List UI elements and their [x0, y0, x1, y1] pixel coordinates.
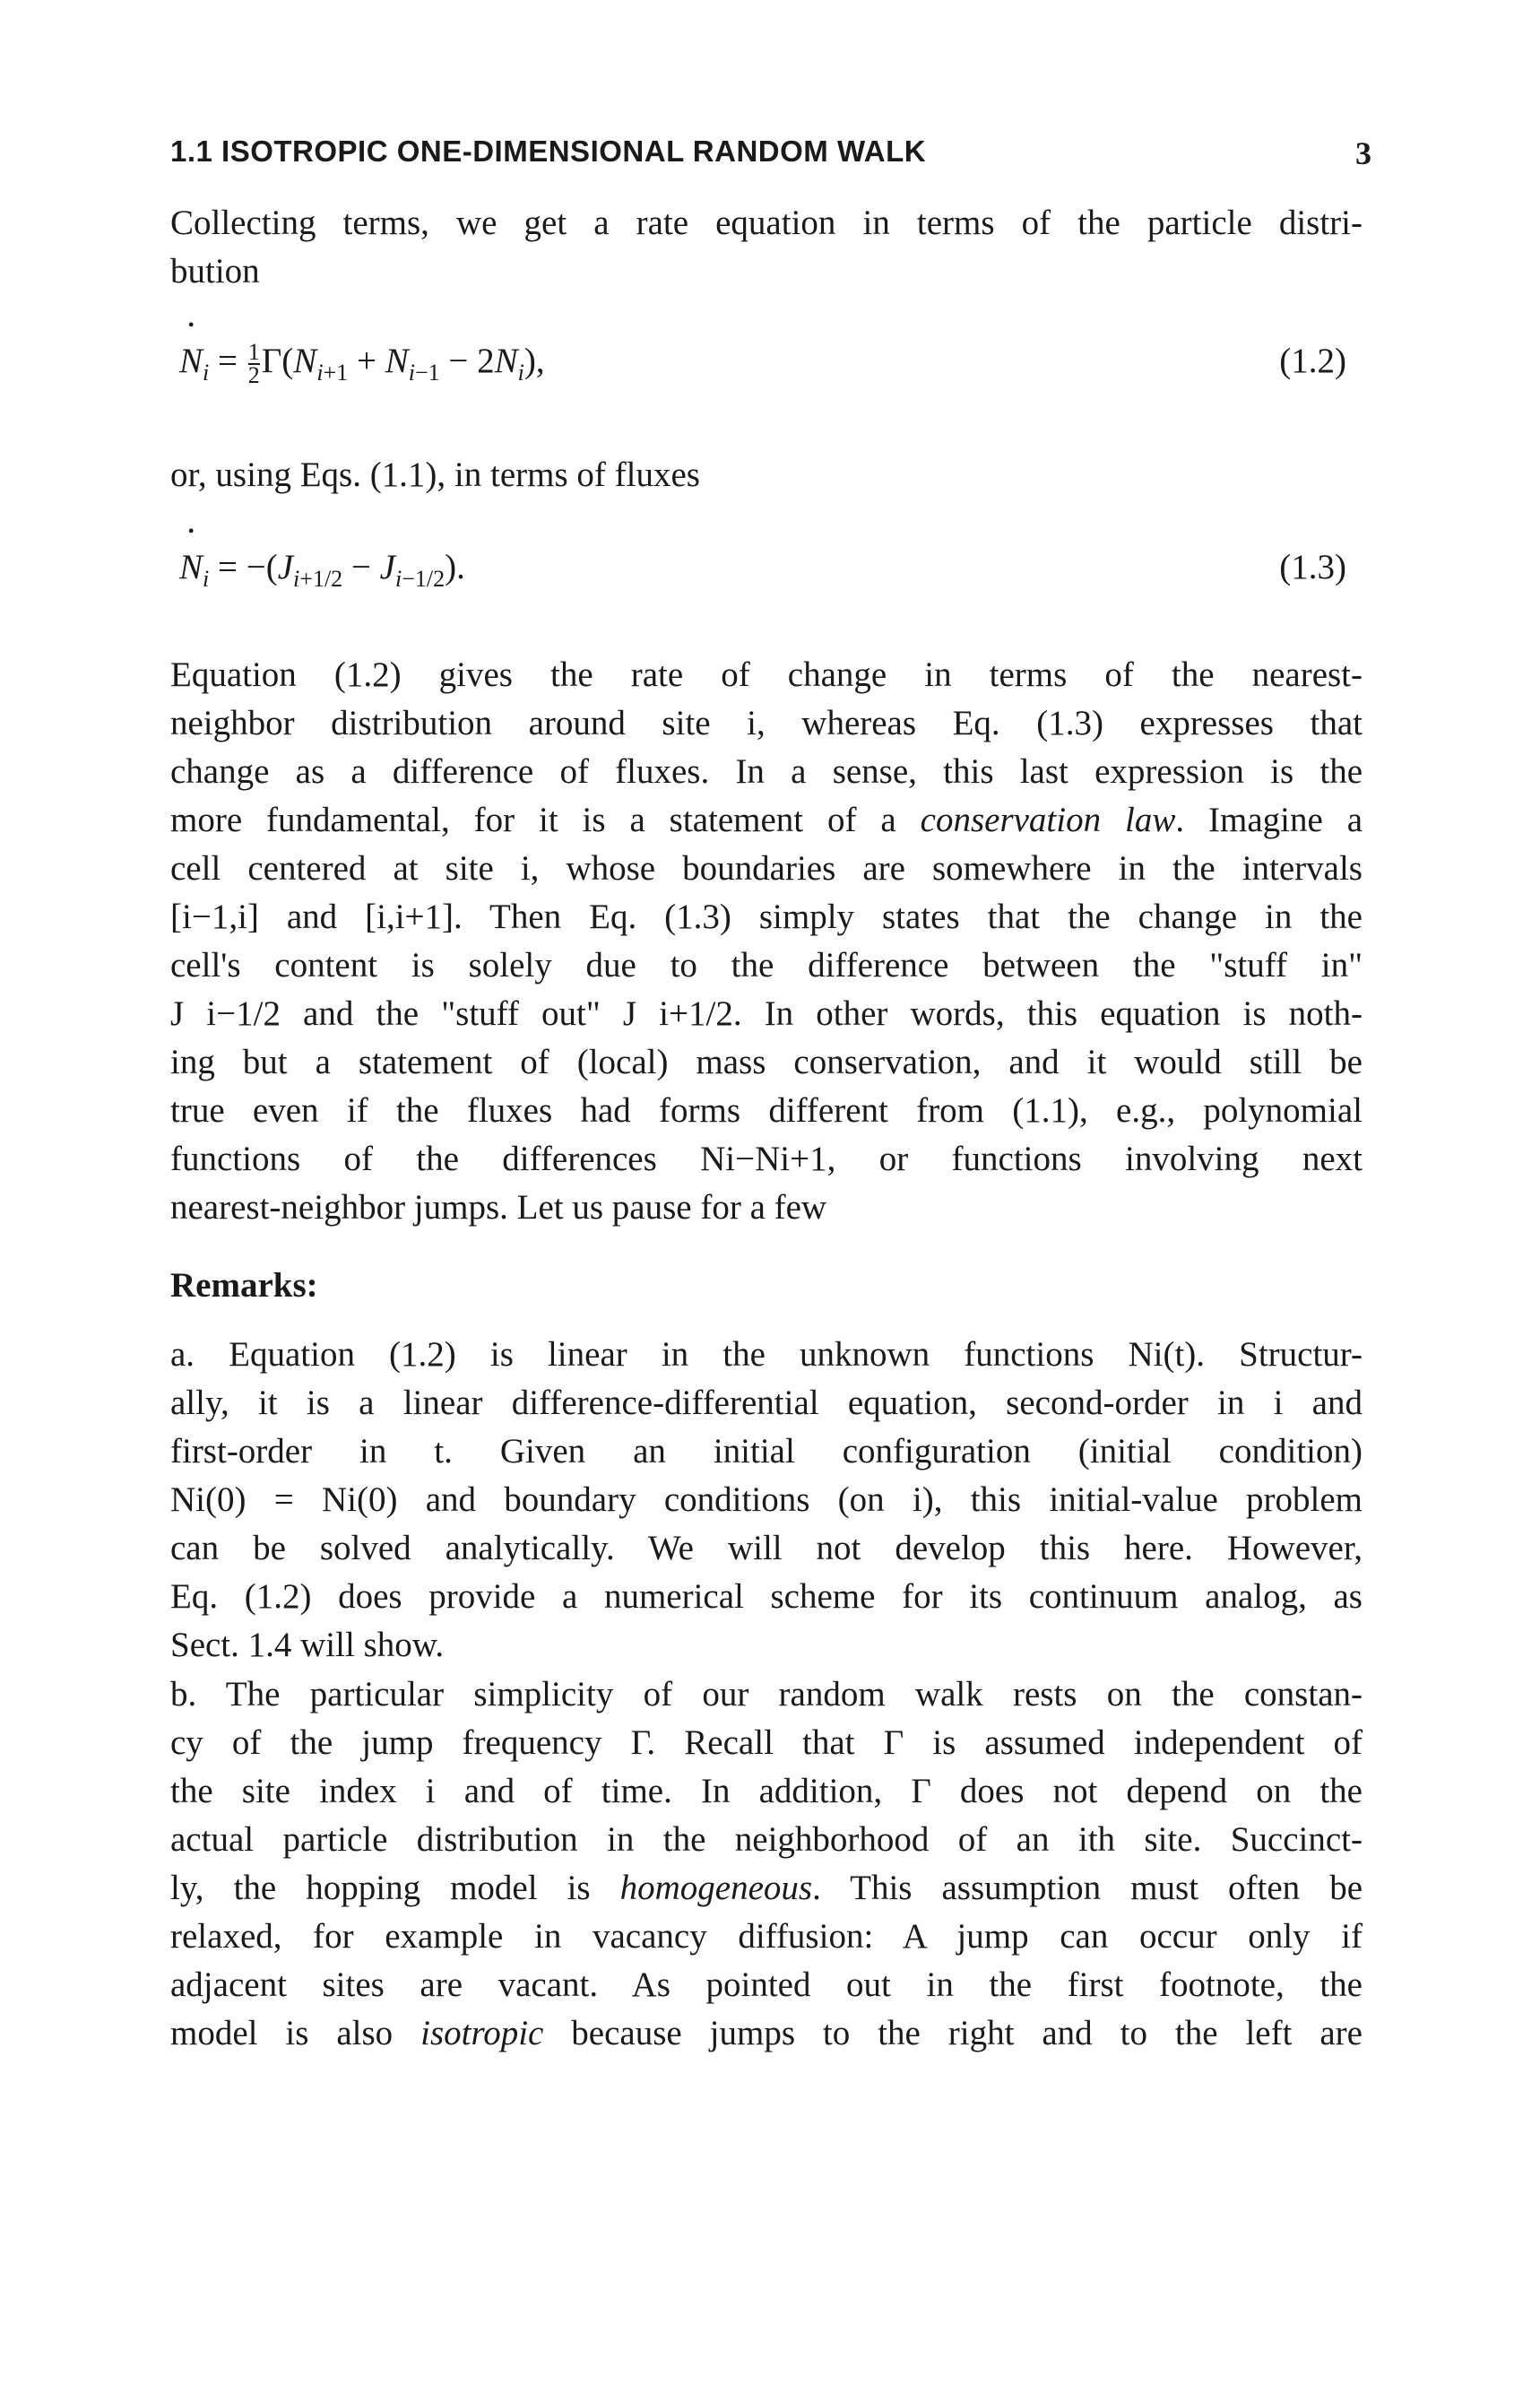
- text-line: neighbor distribution around site i, whereas Eq. (1.3) expresses that: [170, 704, 1363, 742]
- equation-1-3-body: • $N_i = -(J_{i+1/2} - J_{i-1/2})$.: [179, 547, 465, 593]
- text-line: Collecting terms, we get a rate equation in terms of the particle distri-: [170, 204, 1363, 242]
- emphasis: conservation law: [920, 801, 1176, 839]
- text-line: or, using Eqs. (1.1), in terms of fluxes: [170, 456, 700, 494]
- text-line: adjacent sites are vacant. As pointed out in the first footnote, the: [170, 1965, 1363, 2004]
- remarks-heading: Remarks:: [170, 1266, 318, 1305]
- text-line: the site index i and of time. In addition, Γ does not depend on the: [170, 1772, 1363, 1810]
- equation-number: (1.2): [1279, 342, 1346, 380]
- text-line: ing but a statement of (local) mass conservation, and it would still be: [170, 1043, 1363, 1081]
- remark-b: [170, 1670, 1363, 2058]
- text-line: model is also isotropic because jumps to the right and to the left are: [170, 2014, 1363, 2052]
- text-line: J i−1/2 and the "stuff out" J i+1/2. In other words, this equation is noth-: [170, 994, 1363, 1033]
- text-line: true even if the fluxes had forms different from (1.1), e.g., polynomial: [170, 1091, 1363, 1130]
- text-line: ly, the hopping model is homogeneous. This assumption must often be: [170, 1869, 1363, 1907]
- equation-number: (1.3): [1279, 548, 1346, 586]
- transition-line: [170, 451, 1363, 499]
- text-line: more fundamental, for it is a statement of a conservation law. Imagine a: [170, 801, 1363, 839]
- text-line: ally, it is a linear difference-differential equation, second-order in i and: [170, 1384, 1363, 1422]
- text-line: Sect. 1.4 will show.: [170, 1626, 445, 1664]
- main-paragraph: [170, 651, 1363, 1232]
- text-line: Eq. (1.2) does provide a numerical scheme for its continuum analog, as: [170, 1577, 1363, 1616]
- text-line: change as a difference of fluxes. In a sense, this last expression is the: [170, 752, 1363, 791]
- emphasis: homogeneous: [619, 1869, 813, 1907]
- text-line: can be solved analytically. We will not develop this here. However,: [170, 1529, 1363, 1567]
- equation-1-2-body: • $N_i$ = $\frac{1}{2}$ $\Gamma(N_{i+1} + N_{i-1} - 2N_i)$,: [179, 341, 545, 386]
- text-line: a. Equation (1.2) is linear in the unknown functions Ni(t). Structur-: [170, 1335, 1363, 1374]
- equation-1-3: [170, 547, 1363, 601]
- text-line: cy of the jump frequency Γ. Recall that Γ is assumed independent of: [170, 1723, 1363, 1762]
- text-line: Equation (1.2) gives the rate of change in terms of the nearest-: [170, 655, 1363, 694]
- remark-a: [170, 1331, 1363, 1670]
- text-line: [i−1,i] and [i,i+1]. Then Eq. (1.3) simply states that the change in the: [170, 898, 1363, 936]
- text-line: functions of the differences Ni−Ni+1, or functions involving next: [170, 1140, 1363, 1178]
- running-header: [170, 134, 1371, 176]
- text-line: first-order in t. Given an initial configuration (initial condition): [170, 1432, 1363, 1471]
- text-line: relaxed, for example in vacancy diffusion: A jump can occur only if: [170, 1917, 1363, 1956]
- text-line: bution: [170, 252, 260, 291]
- text-line: actual particle distribution in the neighborhood of an ith site. Succinct-: [170, 1820, 1363, 1859]
- text-line: b. The particular simplicity of our random walk rests on the constan-: [170, 1675, 1363, 1714]
- text-line: nearest-neighbor jumps. Let us pause for a few: [170, 1188, 827, 1227]
- text-line: cell centered at site i, whose boundaries are somewhere in the intervals: [170, 849, 1363, 888]
- running-title: 1.1 ISOTROPIC ONE-DIMENSIONAL RANDOM WALK: [170, 134, 927, 168]
- equation-1-2: [170, 341, 1363, 395]
- text-line: Ni(0) = Ni(0) and boundary conditions (on i), this initial-value problem: [170, 1480, 1363, 1519]
- emphasis: isotropic: [420, 2014, 544, 2052]
- page-number: 3: [1355, 135, 1371, 171]
- text-line: cell's content is solely due to the difference between the "stuff in": [170, 946, 1363, 985]
- intro-paragraph: [170, 199, 1363, 296]
